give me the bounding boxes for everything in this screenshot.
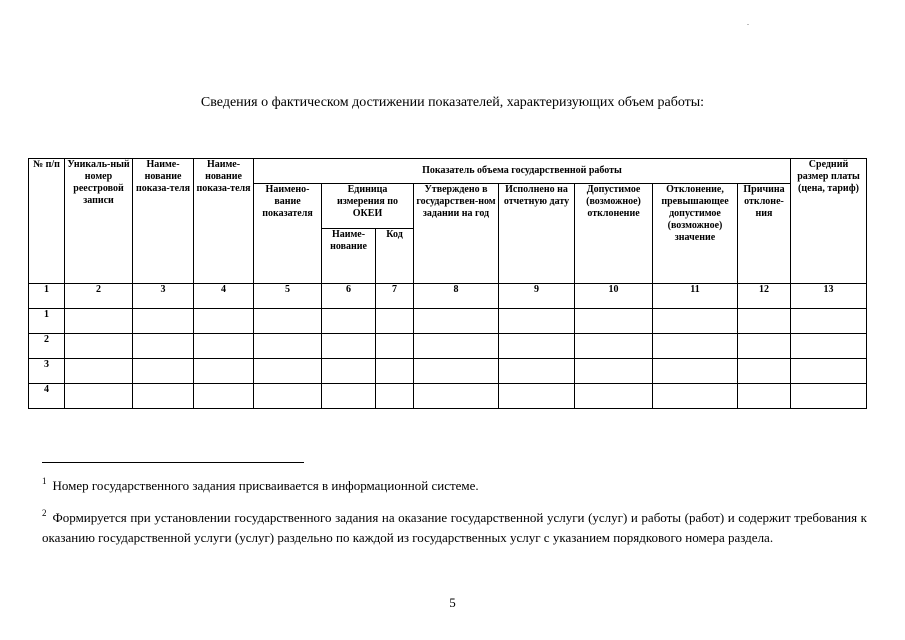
column-number: 9 [499, 284, 575, 309]
table-cell [376, 309, 414, 334]
table-cell [499, 359, 575, 384]
header-approved: Утверждено в государствен-ном задании на год [414, 184, 499, 284]
column-number: 13 [791, 284, 867, 309]
table-cell [653, 384, 738, 409]
report-table [28, 158, 867, 409]
header-reason: Причина отклоне-ния [738, 184, 791, 284]
table-cell [254, 309, 322, 334]
header-avg-fee: Средний размер платы (цена, тариф) [791, 159, 867, 284]
column-number: 10 [575, 284, 653, 309]
table-cell [194, 384, 254, 409]
column-number-row [29, 284, 867, 309]
column-number: 3 [133, 284, 194, 309]
table-cell [254, 359, 322, 384]
table-row [29, 384, 867, 409]
table-cell [499, 334, 575, 359]
table-cell [65, 309, 133, 334]
table-cell [791, 359, 867, 384]
table-cell [133, 334, 194, 359]
table-cell [376, 384, 414, 409]
row-number: 4 [29, 384, 65, 409]
header-unit: Единица измерения по ОКЕИ [322, 184, 414, 229]
table-cell [133, 309, 194, 334]
table-cell [322, 334, 376, 359]
table-cell [254, 334, 322, 359]
column-number: 5 [254, 284, 322, 309]
table-cell [65, 384, 133, 409]
table-cell [65, 359, 133, 384]
table-cell [575, 384, 653, 409]
table-cell [738, 384, 791, 409]
column-number: 12 [738, 284, 791, 309]
table-cell [194, 309, 254, 334]
table-cell [575, 359, 653, 384]
table-cell [194, 334, 254, 359]
scan-mark: . [747, 18, 749, 27]
column-number: 11 [653, 284, 738, 309]
table-cell [738, 309, 791, 334]
header-unit-name: Наиме-нование [322, 229, 376, 284]
table-cell [254, 384, 322, 409]
header-allowed-deviation: Допустимое (возможное) отклонение [575, 184, 653, 284]
footnote-2-mark: 2 [42, 508, 47, 518]
footnote-1 [42, 476, 867, 496]
header-registry: Уникаль-ный номер реестровой записи [65, 159, 133, 284]
table-cell [499, 384, 575, 409]
table-cell [414, 309, 499, 334]
table-cell [653, 359, 738, 384]
table-cell [133, 359, 194, 384]
table-row [29, 309, 867, 334]
footnote-1-text: Номер государственного задания присваивается в информационной системе. [52, 478, 479, 493]
row-number: 2 [29, 334, 65, 359]
table-cell [499, 309, 575, 334]
column-number: 1 [29, 284, 65, 309]
footnote-2-text: Формируется при установлении государственного задания на оказание государственной услуги (услуг) и работы (работ) и содержит требования к оказанию государственной услуги (услуг) раздельно по каждой из государственных услуг с указанием порядкового номера раздела. [42, 510, 867, 545]
table-cell [322, 359, 376, 384]
footnote-2 [42, 508, 867, 548]
header-indicator-name: Наимено-вание показателя [254, 184, 322, 284]
table-cell [322, 384, 376, 409]
header-unit-code: Код [376, 229, 414, 284]
table-cell [653, 309, 738, 334]
header-volume-group: Показатель объема государственной работы [254, 159, 791, 184]
table-row [29, 334, 867, 359]
page-number: 5 [449, 595, 456, 610]
table-cell [791, 309, 867, 334]
column-number: 8 [414, 284, 499, 309]
column-number: 6 [322, 284, 376, 309]
table-cell [738, 359, 791, 384]
table-cell [414, 359, 499, 384]
table-cell [65, 334, 133, 359]
table-row [29, 359, 867, 384]
header-name-2: Наиме-нование показа-теля [194, 159, 254, 284]
table-cell [194, 359, 254, 384]
row-number: 1 [29, 309, 65, 334]
column-number: 7 [376, 284, 414, 309]
table-cell [738, 334, 791, 359]
column-number: 2 [65, 284, 133, 309]
footnote-separator [42, 462, 304, 463]
table-cell [376, 359, 414, 384]
table-cell [322, 309, 376, 334]
table-cell [791, 384, 867, 409]
header-exceeding-deviation: Отклонение, превышающее допустимое (возможное) значение [653, 184, 738, 284]
table-cell [414, 384, 499, 409]
footnote-1-mark: 1 [42, 476, 47, 486]
table-cell [575, 334, 653, 359]
table-cell [791, 334, 867, 359]
row-number: 3 [29, 359, 65, 384]
table-cell [575, 309, 653, 334]
page-title: Сведения о фактическом достижении показателей, характеризующих объем работы: [200, 95, 705, 110]
table-cell [376, 334, 414, 359]
table-cell [414, 334, 499, 359]
column-number: 4 [194, 284, 254, 309]
header-num: № п/п [29, 159, 65, 284]
table-cell [653, 334, 738, 359]
header-executed: Исполнено на отчетную дату [499, 184, 575, 284]
table-cell [133, 384, 194, 409]
header-name-1: Наиме-нование показа-теля [133, 159, 194, 284]
